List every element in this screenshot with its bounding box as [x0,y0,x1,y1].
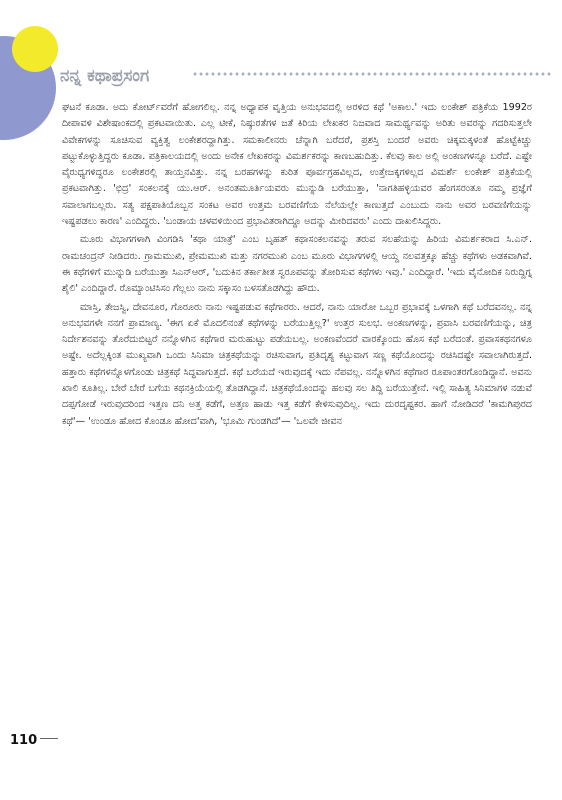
paragraph: ಮಾಸ್ತಿ, ತೇಜಸ್ವಿ, ದೇವನೂರ, ಗೊರೂರು ನಾನು ಇಷ್ಟಪಡುವ ಕಥೆಗಾರರು. ಆದರೆ, ನಾನು ಯಾರೋ ಒಬ್ಬರ ಪ್ರಭಾವಕ್ಕೆ ಒಳಗಾಗಿ ಕಥೆ ಬರೆದವನಲ್ಲ. ನನ್ನ ಅನುಭವಗಳೇ ನನಗೆ ಪ್ರಾಮಾಣ್ಯ. 'ಈಗ ಏಕೆ ಮೊದಲಿನಂತೆ ಕಥೆಗಳನ್ನು ಬರೆಯುತ್ತಿಲ್ಲ?' ಉತ್ತರ ಸುಲಭ. ಅಂಕಣಗಳನ್ನು, ಪ್ರವಾಸಿ ಬರವಣಿಗೆಯನ್ನು, ಚಿತ್ರ ನಿರ್ದೇಶನವನ್ನು ತೊರೆದುಬಿಟ್ಟರೆ ನನ್ನೊಳಗಿನ ಕಥೆಗಾರ ಮರುಹುಟ್ಟು ಪಡೆಯಬಲ್ಲ. ಅಂಕಣವೆಂದರೆ ವಾರಕ್ಕೊಂದು ಹೊಸ ಕಥೆ ಬರೆದಂತೆ. ಪ್ರವಾಸಕಥನಗಳೂ ಅಷ್ಟೇ. ಅದೆಲ್ಲಕ್ಕಿಂತ ಮುಖ್ಯವಾಗಿ ಒಂದು ಸಿನಿಮಾ ಚಿತ್ರಕಥೆಯನ್ನು ರಚಿಸುವಾಗ, ಪ್ರತಿದೃಶ್ಯ ಕಟ್ಟುವಾಗ ಸಣ್ಣ ಕಥೆಯೊಂದನ್ನು ರಚಿಸಿದಷ್ಟೇ ಸವಾಲಾಗಿರುತ್ತದೆ. ಹತ್ತಾರು ಕಥೆಗಳನ್ನೊಳಗೊಂಡು ಚಿತ್ರಕಥೆ ಸಿದ್ಧವಾಗುತ್ತದೆ. ಕಥೆ ಬರೆಯದೆ ಇರುವುದಕ್ಕೆ ಇದು ನೆಪವಲ್ಲ. ನನ್ನೊಳಗಿನ ಕಥೆಗಾರ ರೂಪಾಂತರಗೊಂಡಿದ್ದಾನೆ. ಅವನು ಖಾಲಿ ಕೂತಿಲ್ಲ. ಬೇರೆ ಬೇರೆ ಬಗೆಯ ಕಥನಕ್ರಿಯೆಯಲ್ಲಿ ತೊಡಗಿದ್ದಾನೆ. ಚಿತ್ರಕಥೆಯೊಂದನ್ನು ಹಲವು ಸಲ ತಿದ್ದಿ ಬರೆಯುತ್ತೇನೆ. ಇಲ್ಲಿ ಸಾಹಿತ್ಯ ಸಿನಿಮಾಗಳ ನಡುವೆ ದಪ್ಪಗೋಡೆ ಇರುವುದರಿಂದ ಇತ್ತಣ ದನಿ ಅತ್ತ ಕಡೆಗೆ, ಅತ್ತಣ ಹಾಡು ಇತ್ತ ಕಡೆಗೆ ಕೇಳಿಸುವುದಿಲ್ಲ. ಇದು ದುರದೃಷ್ಟಕರ. ಹಾಗೆ ನೋಡಿದರೆ 'ಕಾಮಗಿಪುರದ ಕಥೆ'— 'ಉಂಡೂ ಹೋದ ಕೊಂಡೂ ಹೋದ'ವಾಗಿ, 'ಭೂಮಿ ಗುಂಡಗಿದೆ'— 'ಒಲವೇ ಜೀವನ [62,301,532,427]
page-number: 110 [10,733,38,748]
chapter-header-title: ನನ್ನ ಕಥಾಪ್ರಸಂಗ [60,66,150,86]
decorative-yellow-circle [12,26,58,72]
footer-rule [40,738,58,739]
paragraph: ಘಟನೆ ಕೂಡಾ. ಅದು ಕೋರ್ಟ್‌ವರೆಗೆ ಹೋಗಲಿಲ್ಲ. ನನ್ನ ಅಧ್ಯಾಪಕ ವೃತ್ತಿಯ ಅನುಭವದಲ್ಲಿ ಅರಳಿದ ಕಥೆ 'ಅಕಾಲ.' ಇದು ಲಂಕೇಶ್ ಪತ್ರಿಕೆಯ 1992ರ ದೀಪಾವಳಿ ವಿಶೇಷಾಂಕದಲ್ಲಿ ಪ್ರಕಟವಾಯಿತು. ಎಲ್ಲ ಟೀಕೆ, ನಿಷ್ಠುರತೆಗಳ ಜತೆ ಕಿರಿಯ ಲೇಖಕರ ನಿಜವಾದ ಸಾಮರ್ಥ್ಯವನ್ನು ಅರಿತು ಅವರನ್ನು ಗದರಿಸುತ್ತಲೇ ವಿವೇಕಗಳನ್ನು ಸೂಚಿಸುವ ವ್ಯಕ್ತಿತ್ವ ಲಂಕೇಶರದ್ದಾಗಿತ್ತು. ಸಮಕಾಲೀನರು ಚೆನ್ನಾಗಿ ಬರೆದರೆ, ಪ್ರಶಸ್ತಿ ಬಂದರೆ ಅವರು ಚಿಕ್ಕಮಕ್ಕಳಂತೆ ಹೊಟ್ಟೆಕಿಚ್ಚು ಪಟ್ಟುಕೊಳ್ಳುತ್ತಿದ್ದರು ಕೂಡಾ. ಪತ್ರಿಕಾಲಯದಲ್ಲಿ ಅಂದು ಅನೇಕ ಲೇಖಕರನ್ನು ವಿಮರ್ಶಕರನ್ನು ಕಾಣಬಹುದಿತ್ತು. ಕೆಲವು ಕಾಲ ಅಲ್ಲಿ ಅಂಕಣಗಳನ್ನೂ ಬರೆದೆ. ಎಷ್ಟೇ ವೈರುಧ್ಯಗಳಿದ್ದರೂ ಲಂಕೇಶರಲ್ಲಿ ತಾಯ್ತನವಿತ್ತು. ನನ್ನ ಬರಹಗಳನ್ನು ಕುರಿತ ಪೂರ್ವಗ್ರಹವಿಲ್ಲದ, ಉತ್ತೇಜಕ್ಕಗಳಿಲ್ಲದ ವಿಮರ್ಶೆ ಲಂಕೇಶ್ ಪತ್ರಿಕೆಯಲ್ಲಿ ಪ್ರಕಟವಾಗಿತ್ತು. 'ಛಿದ್ರ' ಸಂಕಲನಕ್ಕೆ ಯು.ಆರ್. ಅನಂತಮೂರ್ತಿಯವರು ಮುನ್ನುಡಿ ಬರೆಯುತ್ತಾ, 'ನಾಗತಿಹಳ್ಳಿಯವರ ಹೆಂಗಸರಂತೂ ನಮ್ಮ ಪ್ರಜ್ಞೆಗೆ ಸವಾಲಾಗಬಲ್ಲರು. ಸತ್ಯ ಪಕ್ಷಪಾತಿಯೊಬ್ಬನ ಸಂಕಟ ಅವರ ಉತ್ತಮ ಬರವಣಿಗೆಯ ನೆಲೆಯಲ್ಲೇ ಕಾಣುತ್ತದೆ ಎಂಬುದು ನಾನು ಅವರ ಬರವಣಿಗೆಯನ್ನು ಇಷ್ಟಪಡಲು ಕಾರಣ' ಎಂದಿದ್ದರು. 'ಬಂಡಾಯ ಚಳವಳಿಯಿಂದ ಪ್ರಭಾವಿತರಾಗಿದ್ದೂ ಅದನ್ನು ಮೀರಿದವರು' ಎಂದು ದಾಖಲಿಸಿದ್ದರು. [62,102,532,228]
header-dotted-rule [192,72,552,76]
paragraph: ಮೂರು ವಿಭಾಗಗಳಾಗಿ ವಿಂಗಡಿಸಿ 'ಕಥಾ ಯಾತ್ರೆ' ಎಂಬ ಬೃಹತ್ ಕಥಾಸಂಕಲನವನ್ನು ತರುವ ಸಲಹೆಯನ್ನು ಹಿರಿಯ ವಿಮರ್ಶಕರಾದ ಸಿ.ಎನ್. ರಾಮಚಂದ್ರನ್ ನೀಡಿದರು. ಗ್ರಾಮಮುಖಿ, ಪ್ರೇಮಮುಖಿ ಮತ್ತು ನಗರಮುಖಿ ಎಂಬ ಮೂರು ವಿಭಾಗಗಳಲ್ಲಿ ಆಯ್ದ ನಲವತ್ತಕ್ಕೂ ಹೆಚ್ಚು ಕಥೆಗಳು ಅಡಕವಾಗಿವೆ. ಈ ಕಥೆಗಳಿಗೆ ಮುನ್ನುಡಿ ಬರೆಯುತ್ತಾ ಸಿಎನ್‌ಆರ್, 'ಬದುಕಿನ ತರ್ಕಾತೀತ ಸ್ವರೂಪವನ್ನು ತೋರಿಸುವ ಕಥೆಗಳು ಇವು.' ಎಂದಿದ್ದಾರೆ. 'ಇದು ವೈನೋದಿಕ ನಿರುದ್ದಿಗ್ನ ಶೈಲಿ' ಎಂದಿದ್ದಾರೆ. ರೊಮ್ಯಾಂಟಿಸಿಸಂ ಗೆಲ್ಲಲು ನಾನು ಸಕ್ಕಾಸಂ ಬಳಸತೊಡಗಿದ್ದು ಹೌದು. [62,234,532,295]
article-body [62,100,532,432]
